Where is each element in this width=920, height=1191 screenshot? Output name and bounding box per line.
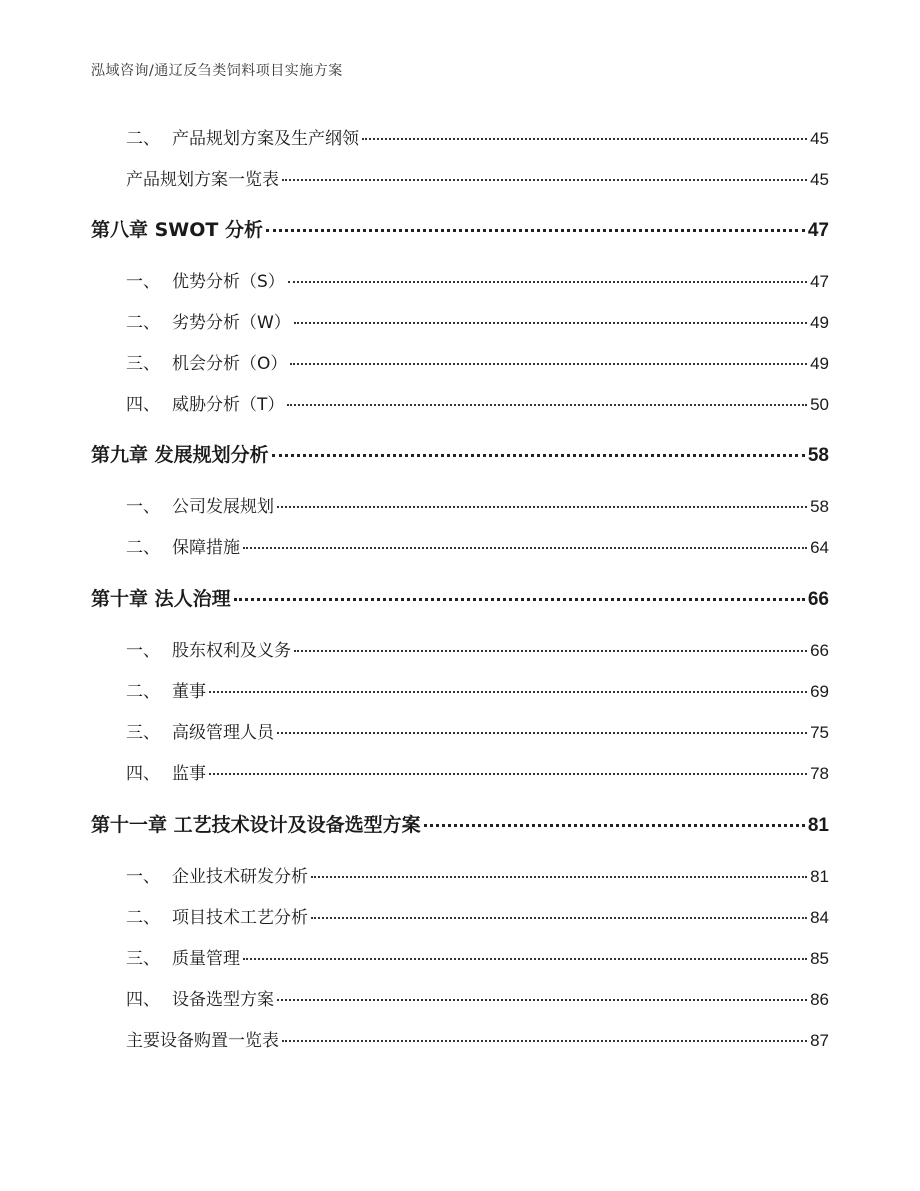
dot-leader <box>290 363 807 365</box>
toc-entry-title: 高级管理人员 <box>172 723 274 743</box>
toc-entry-number: 三、 <box>126 723 160 743</box>
toc-entry-number: 二、 <box>126 129 160 149</box>
toc-chapter-entry[interactable] <box>91 810 829 837</box>
toc-entry-number: 三、 <box>126 354 160 374</box>
toc-entry[interactable] <box>126 492 829 517</box>
document-header: 泓域咨询/通辽反刍类饲料项目实施方案 <box>91 63 343 79</box>
toc-chapter-entry[interactable] <box>91 215 829 242</box>
toc-entry-number: 一、 <box>126 497 160 517</box>
dot-leader <box>243 958 807 960</box>
toc-entry-number: 二、 <box>126 313 160 333</box>
toc-entry-title: 项目技术工艺分析 <box>172 908 308 928</box>
toc-entry-title: 保障措施 <box>172 538 240 558</box>
toc-entry[interactable] <box>126 636 829 661</box>
toc-entry-number: 四、 <box>126 990 160 1010</box>
toc-entry[interactable] <box>126 985 829 1010</box>
dot-leader <box>311 876 807 878</box>
dot-leader <box>282 1040 807 1042</box>
toc-chapter-entry[interactable] <box>91 584 829 611</box>
dot-leader <box>272 454 805 457</box>
toc-entry-page: 69 <box>810 682 829 701</box>
toc-entry[interactable] <box>126 124 829 149</box>
toc-entry-page: 50 <box>810 395 829 414</box>
toc-entry-page: 64 <box>810 538 829 557</box>
toc-entry-number: 二、 <box>126 908 160 928</box>
toc-entry[interactable] <box>126 718 829 743</box>
dot-leader <box>277 732 807 734</box>
dot-leader <box>282 179 807 181</box>
toc-entry-number: 三、 <box>126 949 160 969</box>
toc-entry-page: 58 <box>807 445 829 466</box>
dot-leader <box>287 404 807 406</box>
toc-chapter-title: 第九章 发展规划分析 <box>91 444 269 466</box>
toc-entry-title: 产品规划方案一览表 <box>126 170 279 190</box>
toc-entry[interactable] <box>126 267 829 292</box>
dot-leader <box>266 229 805 232</box>
toc-entry-page: 86 <box>810 990 829 1009</box>
toc-entry-title: 主要设备购置一览表 <box>126 1031 279 1051</box>
dot-leader <box>288 281 807 283</box>
toc-entry-title: 股东权利及义务 <box>172 641 291 661</box>
dot-leader <box>294 322 807 324</box>
toc-entry-title: 企业技术研发分析 <box>172 867 308 887</box>
toc-entry-title: 产品规划方案及生产纲领 <box>172 129 359 149</box>
toc-entry-title: 公司发展规划 <box>172 497 274 517</box>
toc-entry[interactable] <box>126 862 829 887</box>
toc-entry-title: 董事 <box>172 682 206 702</box>
toc-entry-title: 劣势分析（W） <box>172 313 291 333</box>
dot-leader <box>294 650 807 652</box>
toc-entry-page: 66 <box>807 589 829 610</box>
toc-entry-number: 四、 <box>126 395 160 415</box>
toc-chapter-entry[interactable] <box>91 440 829 467</box>
toc-entry-page: 45 <box>810 170 829 189</box>
toc-chapter-title: 第八章 SWOT 分析 <box>91 219 263 241</box>
toc-entry-title: 质量管理 <box>172 949 240 969</box>
dot-leader <box>209 691 807 693</box>
toc-entry-page: 49 <box>810 313 829 332</box>
toc-entry-number: 一、 <box>126 641 160 661</box>
toc-entry-page: 78 <box>810 764 829 783</box>
toc-entry-page: 75 <box>810 723 829 742</box>
dot-leader <box>209 773 807 775</box>
dot-leader <box>277 999 807 1001</box>
toc-entry-number: 二、 <box>126 538 160 558</box>
toc-entry-page: 87 <box>810 1031 829 1050</box>
dot-leader <box>243 547 807 549</box>
toc-entry-number: 二、 <box>126 682 160 702</box>
toc-entry-title: 设备选型方案 <box>172 990 274 1010</box>
toc-chapter-title: 第十章 法人治理 <box>91 588 231 610</box>
toc-entry-page: 84 <box>810 908 829 927</box>
dot-leader <box>362 138 807 140</box>
toc-entry-number: 四、 <box>126 764 160 784</box>
toc-chapter-title: 第十一章 工艺技术设计及设备选型方案 <box>91 814 421 836</box>
toc-entry-page: 85 <box>810 949 829 968</box>
toc-entry-page: 66 <box>810 641 829 660</box>
toc-entry-number: 一、 <box>126 272 160 292</box>
toc-entry-page: 47 <box>810 272 829 291</box>
toc-entry-title: 监事 <box>172 764 206 784</box>
toc-entry-page: 47 <box>807 220 829 241</box>
toc-entry[interactable] <box>126 944 829 969</box>
toc-entry[interactable] <box>126 165 829 190</box>
toc-entry[interactable] <box>126 677 829 702</box>
toc-entry-page: 45 <box>810 129 829 148</box>
dot-leader <box>234 598 805 601</box>
toc-entry-number: 一、 <box>126 867 160 887</box>
toc-entry-title: 威胁分析（T） <box>172 395 285 415</box>
toc-entry-title: 机会分析（O） <box>172 354 288 374</box>
toc-entry[interactable] <box>126 1026 829 1051</box>
dot-leader <box>424 824 805 827</box>
toc-entry[interactable] <box>126 533 829 558</box>
toc-entry-page: 49 <box>810 354 829 373</box>
toc-entry-page: 58 <box>810 497 829 516</box>
toc-entry-page: 81 <box>807 815 829 836</box>
toc-entry[interactable] <box>126 759 829 784</box>
dot-leader <box>277 506 807 508</box>
toc-entry[interactable] <box>126 308 829 333</box>
toc-entry[interactable] <box>126 390 829 415</box>
toc-entry-page: 81 <box>810 867 829 886</box>
toc-entry[interactable] <box>126 349 829 374</box>
dot-leader <box>311 917 807 919</box>
toc-entry-title: 优势分析（S） <box>172 272 285 292</box>
toc-entry[interactable] <box>126 903 829 928</box>
